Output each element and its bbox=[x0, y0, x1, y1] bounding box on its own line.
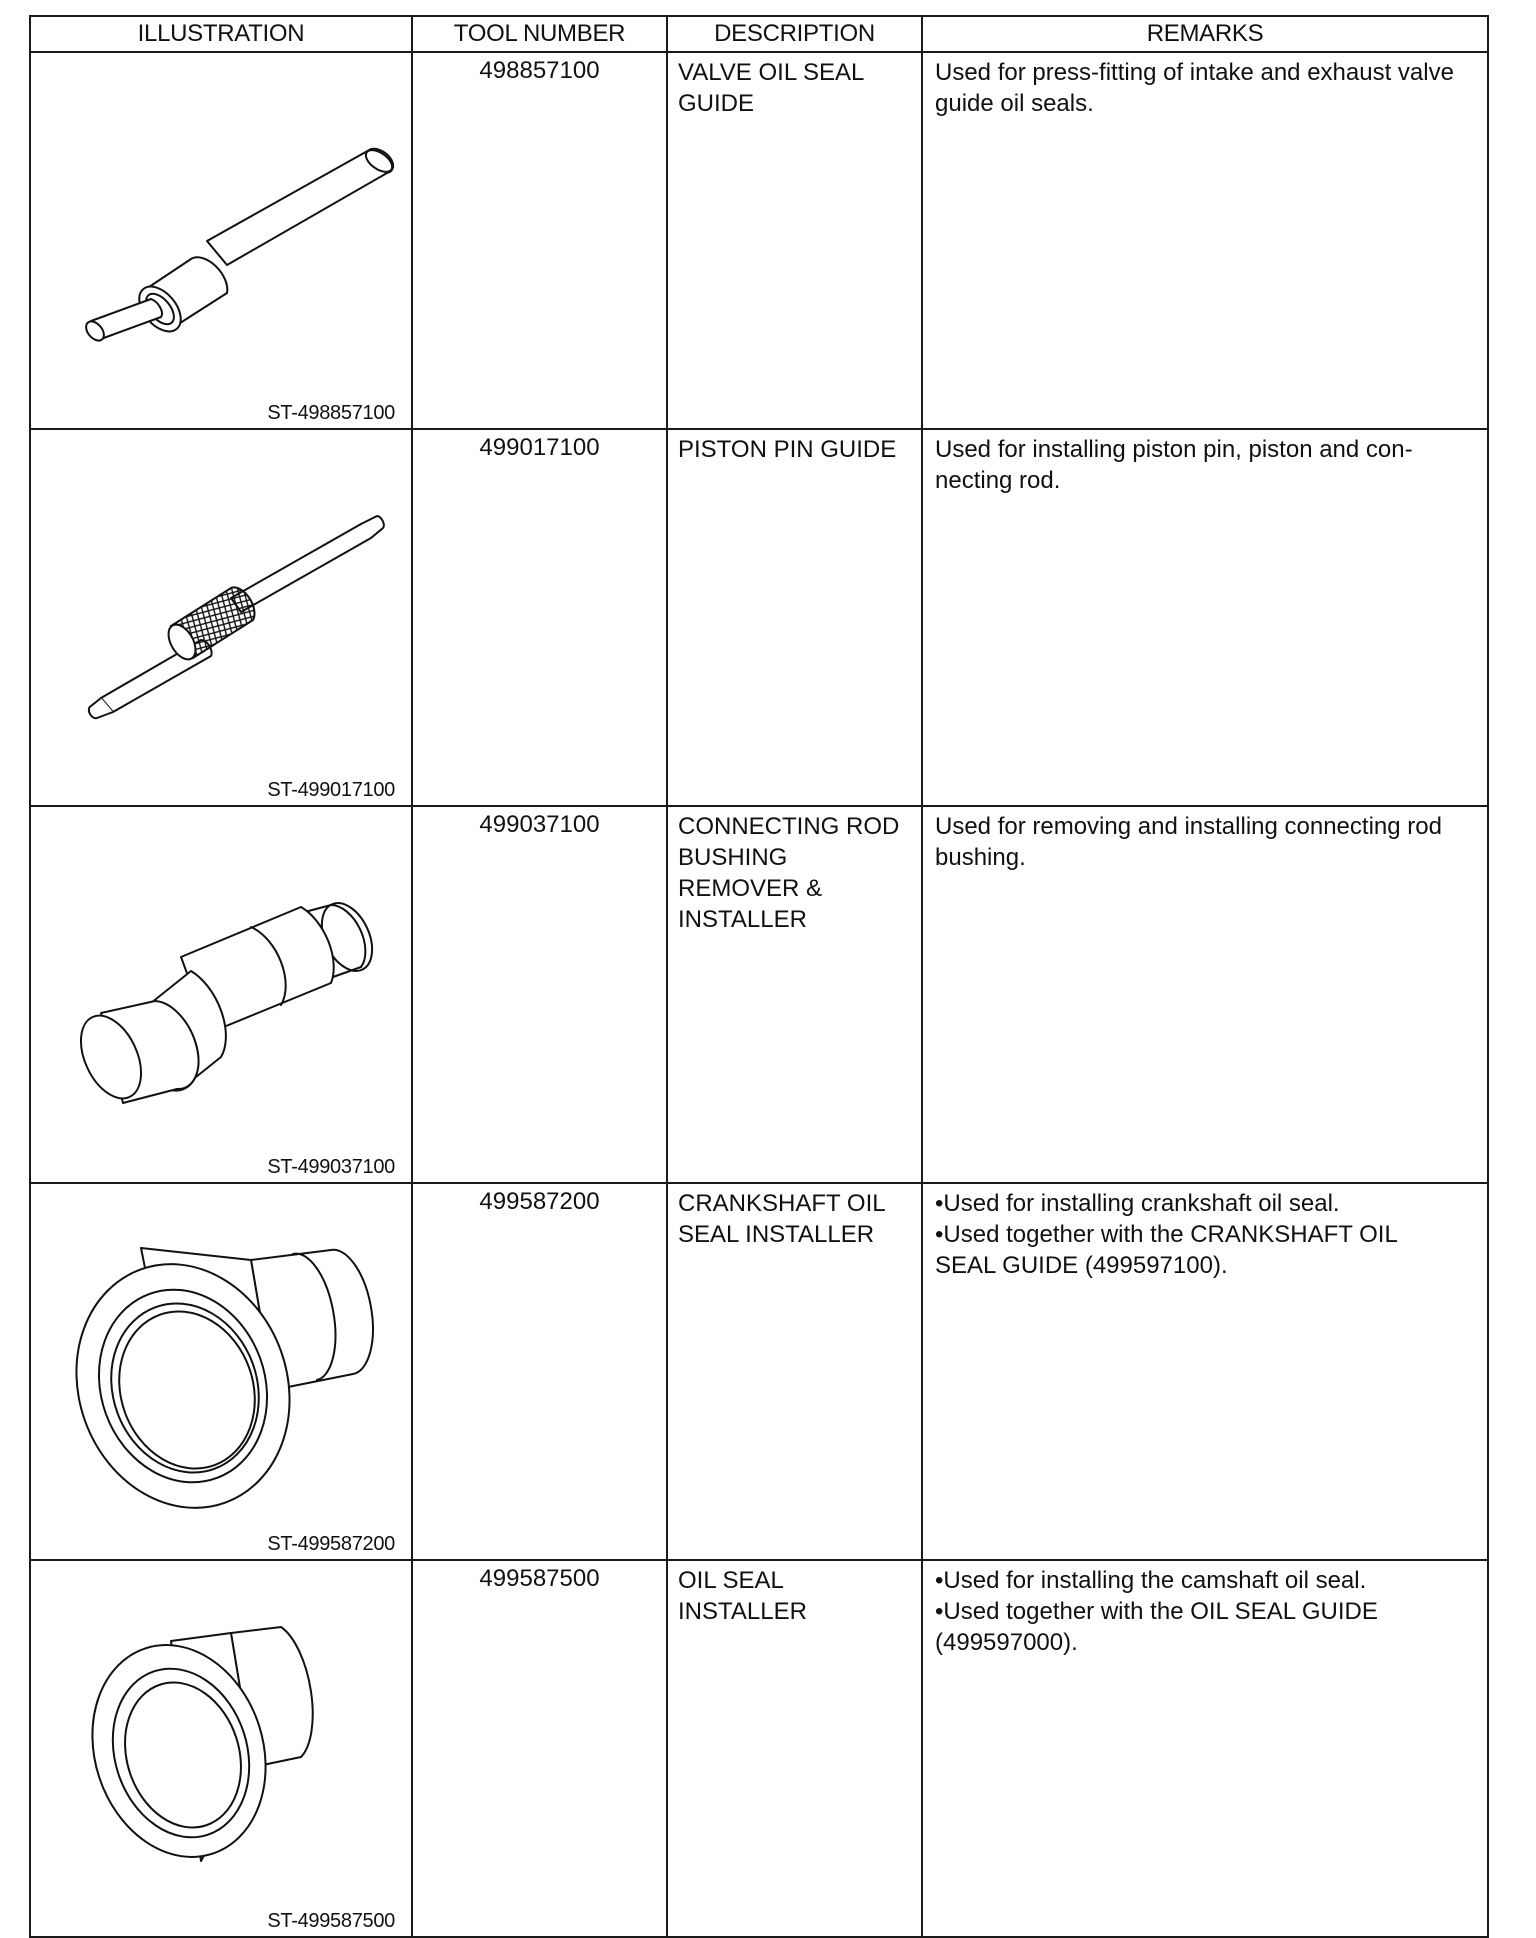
description-line: OIL SEAL bbox=[678, 1567, 784, 1594]
remarks-bullet-item bbox=[935, 1565, 1475, 1596]
header-remarks: REMARKS bbox=[922, 16, 1488, 52]
table-row bbox=[30, 52, 1488, 429]
remarks-bullet-text: Used together with the OIL SEAL GUIDE bbox=[943, 1598, 1378, 1625]
description-cell bbox=[667, 1183, 922, 1560]
bullet-glyph: • bbox=[935, 1190, 944, 1217]
description-line: BUSHING bbox=[678, 844, 788, 871]
remarks-line: Used for removing and installing connecting rod bbox=[935, 813, 1442, 840]
description-line: SEAL INSTALLER bbox=[678, 1221, 875, 1248]
piston-pin-guide-icon bbox=[31, 430, 411, 801]
description-line: GUIDE bbox=[678, 90, 755, 117]
illustration-caption: ST-498857100 bbox=[267, 402, 395, 424]
table-row bbox=[30, 1183, 1488, 1560]
remarks-bullet-item bbox=[935, 1596, 1475, 1627]
remarks-bullet-item bbox=[935, 1219, 1475, 1250]
description-cell bbox=[667, 429, 922, 806]
table-row bbox=[30, 806, 1488, 1183]
connecting-rod-bushing-tool-icon bbox=[31, 807, 411, 1178]
illustration-cell bbox=[30, 806, 412, 1183]
remarks-line: Used for installing piston pin, piston and con- bbox=[935, 436, 1413, 463]
description-line: VALVE OIL SEAL bbox=[678, 59, 865, 86]
illustration-cell bbox=[30, 429, 412, 806]
table-header-row bbox=[30, 16, 1488, 52]
remarks-bullet-text: Used for installing crankshaft oil seal. bbox=[943, 1190, 1340, 1217]
remarks-bullet-text: Used together with the CRANKSHAFT OIL bbox=[943, 1221, 1398, 1248]
illustration-cell bbox=[30, 1560, 412, 1937]
description-line: INSTALLER bbox=[678, 906, 807, 933]
header-tool-number: TOOL NUMBER bbox=[412, 16, 667, 52]
crankshaft-oil-seal-installer-icon bbox=[31, 1184, 411, 1555]
remarks-line: bushing. bbox=[935, 844, 1026, 871]
illustration-caption: ST-499587200 bbox=[267, 1533, 395, 1555]
valve-oil-seal-guide-icon bbox=[31, 53, 411, 424]
remarks-cell bbox=[922, 1183, 1488, 1560]
bullet-glyph: • bbox=[935, 1221, 944, 1248]
description-cell bbox=[667, 806, 922, 1183]
description-line: CONNECTING ROD bbox=[678, 813, 900, 840]
description-line: REMOVER & bbox=[678, 875, 823, 902]
bullet-glyph: • bbox=[935, 1567, 944, 1594]
remarks-cell bbox=[922, 52, 1488, 429]
header-description: DESCRIPTION bbox=[667, 16, 922, 52]
illustration-caption: ST-499587500 bbox=[267, 1910, 395, 1932]
remarks-cell bbox=[922, 429, 1488, 806]
illustration-caption: ST-499017100 bbox=[267, 779, 395, 801]
remarks-line: (499597000). bbox=[935, 1629, 1078, 1656]
remarks-cell bbox=[922, 1560, 1488, 1937]
illustration-cell bbox=[30, 1183, 412, 1560]
description-cell bbox=[667, 52, 922, 429]
tool-number-cell: 498857100 bbox=[412, 52, 667, 429]
remarks-cell bbox=[922, 806, 1488, 1183]
special-tools-table bbox=[29, 15, 1489, 1938]
tool-number-cell: 499017100 bbox=[412, 429, 667, 806]
remarks-bullet-item bbox=[935, 1188, 1475, 1219]
remarks-line: SEAL GUIDE (499597100). bbox=[935, 1252, 1228, 1279]
bullet-glyph: • bbox=[935, 1598, 944, 1625]
illustration-cell bbox=[30, 52, 412, 429]
table-row bbox=[30, 1560, 1488, 1937]
header-illustration: ILLUSTRATION bbox=[30, 16, 412, 52]
remarks-line: guide oil seals. bbox=[935, 90, 1094, 117]
description-line: PISTON PIN GUIDE bbox=[678, 436, 897, 463]
description-line: CRANKSHAFT OIL bbox=[678, 1190, 886, 1217]
illustration-caption: ST-499037100 bbox=[267, 1156, 395, 1178]
remarks-line: Used for press-fitting of intake and exhaust valve bbox=[935, 59, 1454, 86]
description-line: INSTALLER bbox=[678, 1598, 807, 1625]
remarks-line: necting rod. bbox=[935, 467, 1061, 494]
description-cell bbox=[667, 1560, 922, 1937]
tool-number-cell: 499587200 bbox=[412, 1183, 667, 1560]
oil-seal-installer-icon bbox=[31, 1561, 411, 1932]
tool-number-cell: 499037100 bbox=[412, 806, 667, 1183]
table-row bbox=[30, 429, 1488, 806]
remarks-bullet-text: Used for installing the camshaft oil seal. bbox=[943, 1567, 1367, 1594]
tool-number-cell: 499587500 bbox=[412, 1560, 667, 1937]
